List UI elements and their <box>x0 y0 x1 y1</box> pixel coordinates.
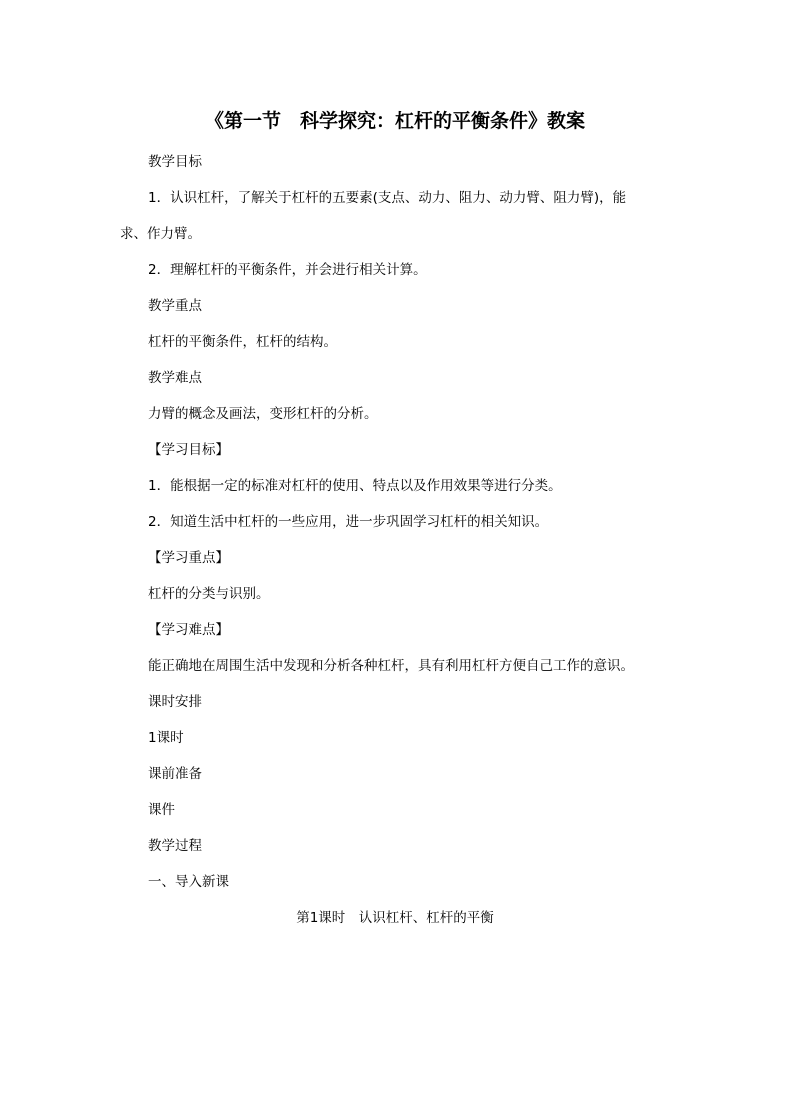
heading-teaching-process: 教学过程 <box>148 838 202 854</box>
heading-teaching-objectives: 教学目标 <box>148 154 202 170</box>
objective-2: 2．理解杠杆的平衡条件，并会进行相关计算。 <box>148 262 427 278</box>
heading-learning-difficulties: 【学习难点】 <box>148 622 229 638</box>
schedule-text: 1课时 <box>148 730 184 746</box>
heading-key-points: 教学重点 <box>148 298 202 314</box>
objective-1-line-2: 求、作力臂。 <box>120 226 201 242</box>
heading-learning-objectives: 【学习目标】 <box>148 442 229 458</box>
heading-schedule: 课时安排 <box>148 694 202 710</box>
lesson-1-subtitle: 第1课时 认识杠杆、杠杆的平衡 <box>296 910 494 926</box>
learning-objective-2: 2．知道生活中杠杆的一些应用，进一步巩固学习杠杆的相关知识。 <box>148 514 549 530</box>
objective-1-line-1: 1．认识杠杆，了解关于杠杆的五要素(支点、动力、阻力、动力臂、阻力臂)，能 <box>148 190 627 206</box>
learning-objective-1: 1．能根据一定的标准对杠杆的使用、特点以及作用效果等进行分类。 <box>148 478 562 494</box>
heading-learning-key-points: 【学习重点】 <box>148 550 229 566</box>
difficulties-text: 力臂的概念及画法，变形杠杆的分析。 <box>148 406 378 422</box>
learning-key-points-text: 杠杆的分类与识别。 <box>148 586 270 602</box>
section-introduction: 一、导入新课 <box>148 874 229 890</box>
heading-difficulties: 教学难点 <box>148 370 202 386</box>
document-title: 《第一节 科学探究：杠杆的平衡条件》教案 <box>204 110 585 132</box>
heading-preparation: 课前准备 <box>148 766 202 782</box>
learning-difficulties-text: 能正确地在周围生活中发现和分析各种杠杆，具有利用杠杆方便自己工作的意识。 <box>148 658 634 674</box>
preparation-text: 课件 <box>148 802 175 818</box>
key-points-text: 杠杆的平衡条件，杠杆的结构。 <box>148 334 337 350</box>
